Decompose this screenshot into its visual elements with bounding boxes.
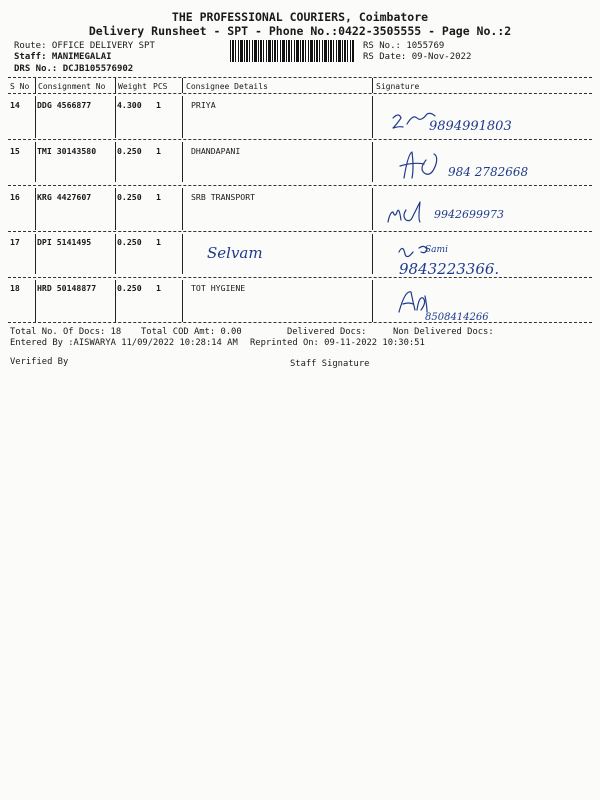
total-cod: Total COD Amt: 0.00 [141, 327, 242, 337]
entered-by: Entered By :AISWARYA 11/09/2022 10:28:14 AM [10, 338, 238, 348]
signature-phone: 8508414266 [425, 312, 489, 323]
row-pcs: 1 [156, 283, 161, 293]
column-separator [182, 78, 183, 93]
row-consignee: TOT HYGIENE [191, 283, 246, 293]
column-separator [372, 78, 373, 93]
signature-phone: 9843223366. [399, 260, 500, 278]
handwritten-signature-18 [395, 286, 535, 324]
non-delivered-docs: Non Delivered Docs: [393, 327, 494, 337]
column-separator [182, 142, 183, 182]
svg-text:Sami: Sami [425, 245, 448, 255]
row-consignee: PRIYA [191, 100, 216, 110]
row-consignment-no: DPI 5141495 [37, 237, 92, 247]
row-weight: 0.250 [117, 283, 142, 293]
column-header: Consignment No [38, 82, 106, 91]
signature-phone: 9942699973 [434, 208, 504, 221]
staff: Staff: MANIMEGALAI [14, 52, 112, 62]
column-header: Consignee Details [186, 82, 268, 91]
column-header: S No [10, 82, 30, 91]
column-separator [372, 188, 373, 230]
column-separator [35, 234, 36, 274]
divider [8, 93, 592, 94]
column-separator [115, 142, 116, 182]
column-separator [115, 188, 116, 230]
row-sno: 17 [10, 237, 20, 247]
document-title: THE PROFESSIONAL COURIERS, Coimbatore [171, 10, 429, 24]
row-sno: 14 [10, 100, 20, 110]
handwritten-signature-16 [386, 196, 556, 228]
row-consignment-no: DDG 4566877 [37, 100, 92, 110]
staff-signature: Staff Signature [290, 359, 370, 369]
column-separator [35, 188, 36, 230]
column-separator [372, 96, 373, 138]
column-separator [372, 142, 373, 182]
column-header: Signature [376, 82, 420, 91]
handwritten-signature-17 [395, 238, 565, 278]
column-separator [115, 280, 116, 322]
column-separator [35, 142, 36, 182]
handwritten-signature-15 [398, 148, 568, 186]
row-consignee: SRB TRANSPORT [191, 192, 256, 202]
column-separator [182, 188, 183, 230]
row-sno: 16 [10, 192, 20, 202]
column-separator [372, 234, 373, 274]
column-separator [35, 96, 36, 138]
handwritten-signature-14 [385, 104, 525, 140]
column-separator [115, 234, 116, 274]
rs-number: RS No.: 1055769 [363, 41, 445, 51]
drs-number: DRS No.: DCJB105576902 [14, 64, 134, 74]
row-consignee: DHANDAPANI [191, 146, 241, 156]
signature-name: Selvam [207, 244, 263, 262]
signature-phone: 984 2782668 [448, 165, 529, 179]
delivered-docs: Delivered Docs: [287, 327, 367, 337]
column-separator [115, 78, 116, 93]
row-pcs: 1 [156, 192, 161, 202]
column-separator [35, 280, 36, 322]
verified-by: Verified By [10, 357, 69, 367]
column-separator [35, 78, 36, 93]
row-divider [8, 231, 592, 232]
row-pcs: 1 [156, 237, 161, 247]
row-pcs: 1 [156, 146, 161, 156]
column-separator [182, 96, 183, 138]
row-sno: 18 [10, 283, 20, 293]
reprinted-on: Reprinted On: 09-11-2022 10:30:51 [250, 338, 425, 348]
signature-phone: 9894991803 [429, 119, 512, 134]
barcode-icon [230, 40, 354, 62]
row-pcs: 1 [156, 100, 161, 110]
total-docs: Total No. Of Docs: 18 [10, 327, 122, 337]
row-weight: 4.300 [117, 100, 142, 110]
row-weight: 0.250 [117, 192, 142, 202]
rs-date: RS Date: 09-Nov-2022 [363, 52, 472, 62]
column-separator [182, 234, 183, 274]
document-subtitle: Delivery Runsheet - SPT - Phone No.:0422-3505555 - Page No.:2 [88, 24, 512, 38]
row-consignment-no: KRG 4427607 [37, 192, 92, 202]
column-header: PCS [153, 82, 168, 91]
column-separator [115, 96, 116, 138]
column-separator [182, 280, 183, 322]
row-consignment-no: HRD 50148877 [37, 283, 97, 293]
row-weight: 0.250 [117, 146, 142, 156]
row-weight: 0.250 [117, 237, 142, 247]
route: Route: OFFICE DELIVERY SPT [14, 41, 155, 51]
column-separator [372, 280, 373, 322]
handwritten-signature-17-name [205, 236, 285, 266]
divider [8, 77, 592, 78]
row-sno: 15 [10, 146, 20, 156]
row-consignment-no: TMI 30143580 [37, 146, 97, 156]
column-header: Weight [118, 82, 147, 91]
